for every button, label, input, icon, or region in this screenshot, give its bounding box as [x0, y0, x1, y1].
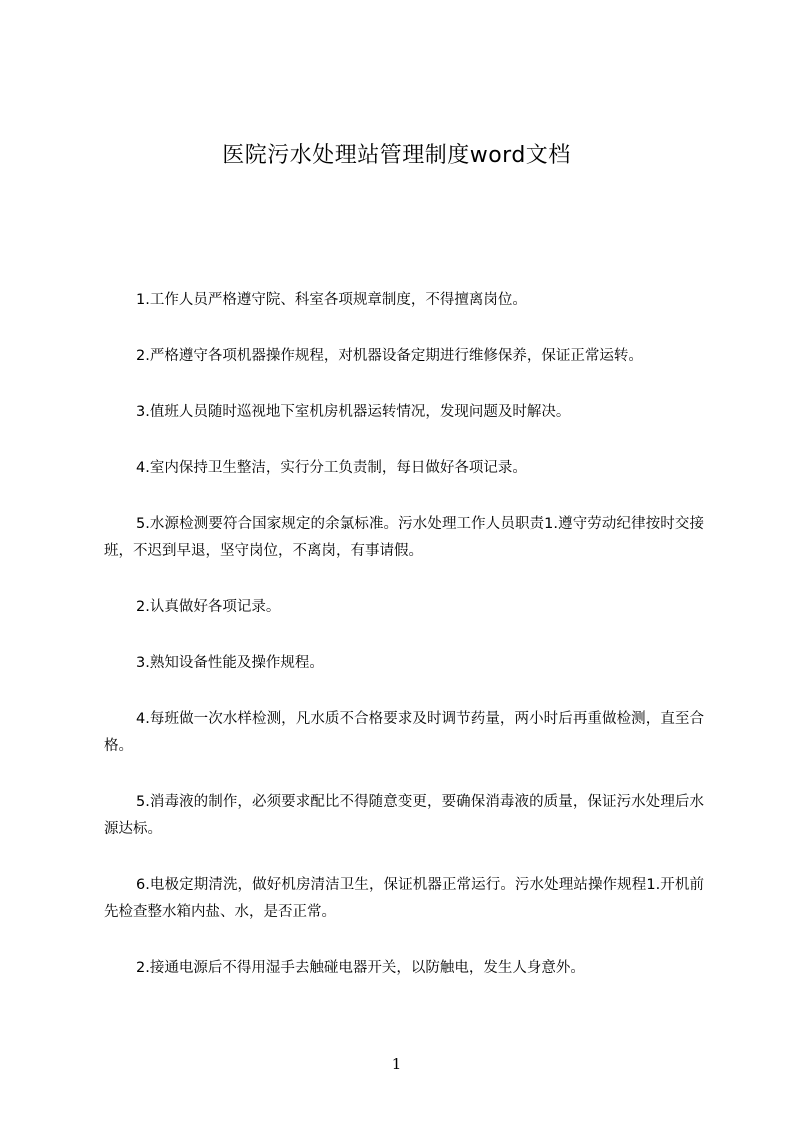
paragraph: 5.水源检测要符合国家规定的余氯标准。污水处理工作人员职责1.遵守劳动纪律按时交接班，不迟到早退，坚守岗位，不离岗，有事请假。	[104, 516, 704, 559]
paragraph: 3.熟知设备性能及操作规程。	[136, 655, 324, 671]
paragraph: 2.认真做好各项记录。	[136, 599, 281, 615]
paragraph: 6.电极定期清洗，做好机房清洁卫生，保证机器正常运行。污水处理站操作规程1.开机前先检查整水箱内盐、水，是否正常。	[104, 877, 704, 920]
paragraph: 1.工作人员严格遵守院、科室各项规章制度，不得擅离岗位。	[136, 292, 527, 308]
paragraph: 5.消毒液的制作，必须要求配比不得随意变更，要确保消毒液的质量，保证污水处理后水源达标。	[104, 794, 704, 837]
document-body	[104, 287, 704, 1011]
document-title: 医院污水处理站管理制度word文档	[222, 143, 571, 168]
paragraph: 2.接通电源后不得用湿手去触碰电器开关，以防触电，发生人身意外。	[136, 960, 585, 976]
paragraph: 4.每班做一次水样检测，凡水质不合格要求及时调节药量，两小时后再重做检测，直至合格。	[104, 711, 704, 754]
paragraph: 2.严格遵守各项机器操作规程，对机器设备定期进行维修保养，保证正常运转。	[136, 348, 643, 364]
page-number: 1	[391, 1055, 402, 1073]
paragraph: 4.室内保持卫生整洁，实行分工负责制，每日做好各项记录。	[136, 460, 527, 476]
paragraph: 3.值班人员随时巡视地下室机房机器运转情况，发现问题及时解决。	[136, 404, 571, 420]
